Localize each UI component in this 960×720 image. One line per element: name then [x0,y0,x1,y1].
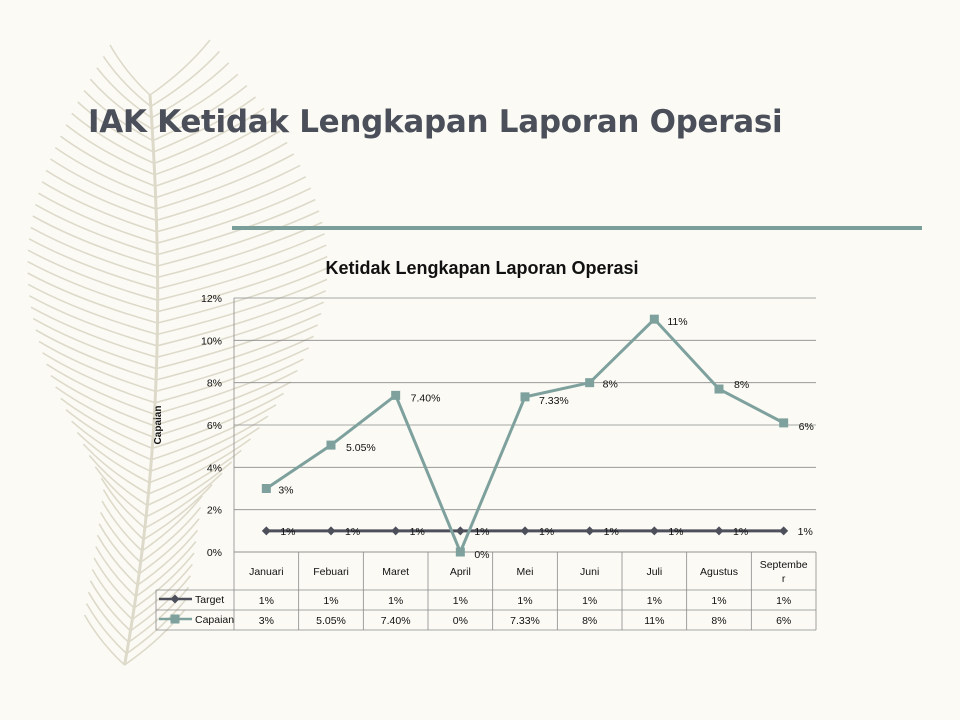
table-cell-value: 1% [582,595,598,607]
data-label-target: 1% [345,525,361,538]
table-cell-value: 1% [517,595,533,607]
table-cell-value: 7.40% [380,615,411,627]
slide-title: IAK Ketidak Lengkapan Laporan Operasi [88,104,783,140]
table-cell-value: 1% [323,595,339,607]
category-label: Juni [580,566,600,578]
y-tick-label: 4% [206,462,222,475]
y-tick-label: 12% [200,293,222,305]
table-cell-value: 6% [776,615,792,627]
y-axis-label: Capaian [153,405,164,445]
y-tick-label: 10% [200,335,222,348]
category-label: Juli [646,566,663,578]
data-label-capaian: 11% [667,316,688,329]
data-label-target: 1% [797,525,813,538]
category-label: Mei [516,566,534,578]
category-label-wrap: r [781,573,786,585]
data-label-capaian: 0% [474,549,490,561]
data-point-target [779,526,788,535]
data-label-capaian: 5.05% [346,442,376,455]
table-cell-value: 8% [582,615,598,627]
data-point-target [327,526,336,535]
legend-marker [171,615,180,624]
table-cell-value: 1% [711,595,727,607]
table-cell-value: 1% [452,595,468,607]
legend-series-name: Capaian [195,614,235,626]
data-point-capaian [391,391,400,400]
category-label: Septembe [759,559,808,571]
data-label-target: 1% [474,525,490,538]
data-point-capaian [327,441,336,450]
category-label: Januari [249,566,284,578]
category-label: Maret [382,566,410,578]
y-tick-label: 0% [206,547,222,559]
table-cell-value: 3% [258,615,274,627]
data-label-target: 1% [668,525,684,538]
table-cell-value: 5.05% [316,615,346,627]
table-cell-value: 1% [646,595,662,607]
table-cell-value: 1% [388,595,404,607]
data-label-target: 1% [733,525,749,538]
legend-series-name: Target [195,594,225,606]
data-point-target [715,526,724,535]
legend-marker [171,595,180,604]
data-point-target [585,526,594,535]
data-point-capaian [456,548,465,557]
data-point-target [262,526,271,535]
data-label-target: 1% [280,525,296,538]
data-point-capaian [262,484,271,493]
category-label: Agustus [700,566,738,578]
table-cell-value: 8% [711,615,727,627]
table-cell-value: 7.33% [510,615,540,627]
data-label-capaian: 6% [798,420,814,433]
data-point-capaian [585,378,594,387]
category-label: Febuari [313,566,349,578]
table-cell-value: 1% [776,595,792,607]
series-line-capaian [266,319,783,552]
data-label-capaian: 8% [602,378,618,391]
data-point-target [650,526,659,535]
table-cell-value: 0% [452,615,468,627]
data-point-capaian [779,418,788,427]
data-point-capaian [650,315,659,324]
table-cell-value: 1% [258,595,274,607]
data-label-target: 1% [409,525,425,538]
y-tick-label: 6% [206,420,222,432]
data-label-capaian: 3% [278,484,294,497]
data-point-capaian [521,392,530,401]
y-tick-label: 8% [206,377,222,390]
chart-title: Ketidak Lengkapan Laporan Operasi [325,258,639,278]
y-tick-label: 2% [206,504,222,517]
data-label-capaian: 7.40% [410,392,441,405]
category-label: April [449,566,471,578]
data-point-target [456,526,465,535]
data-label-capaian: 7.33% [539,394,569,407]
data-label-capaian: 8% [734,379,750,392]
data-point-target [391,526,400,535]
data-point-capaian [715,385,724,394]
data-label-target: 1% [539,525,555,538]
data-point-target [521,526,530,535]
table-cell-value: 11% [644,615,665,627]
data-label-target: 1% [603,525,619,538]
